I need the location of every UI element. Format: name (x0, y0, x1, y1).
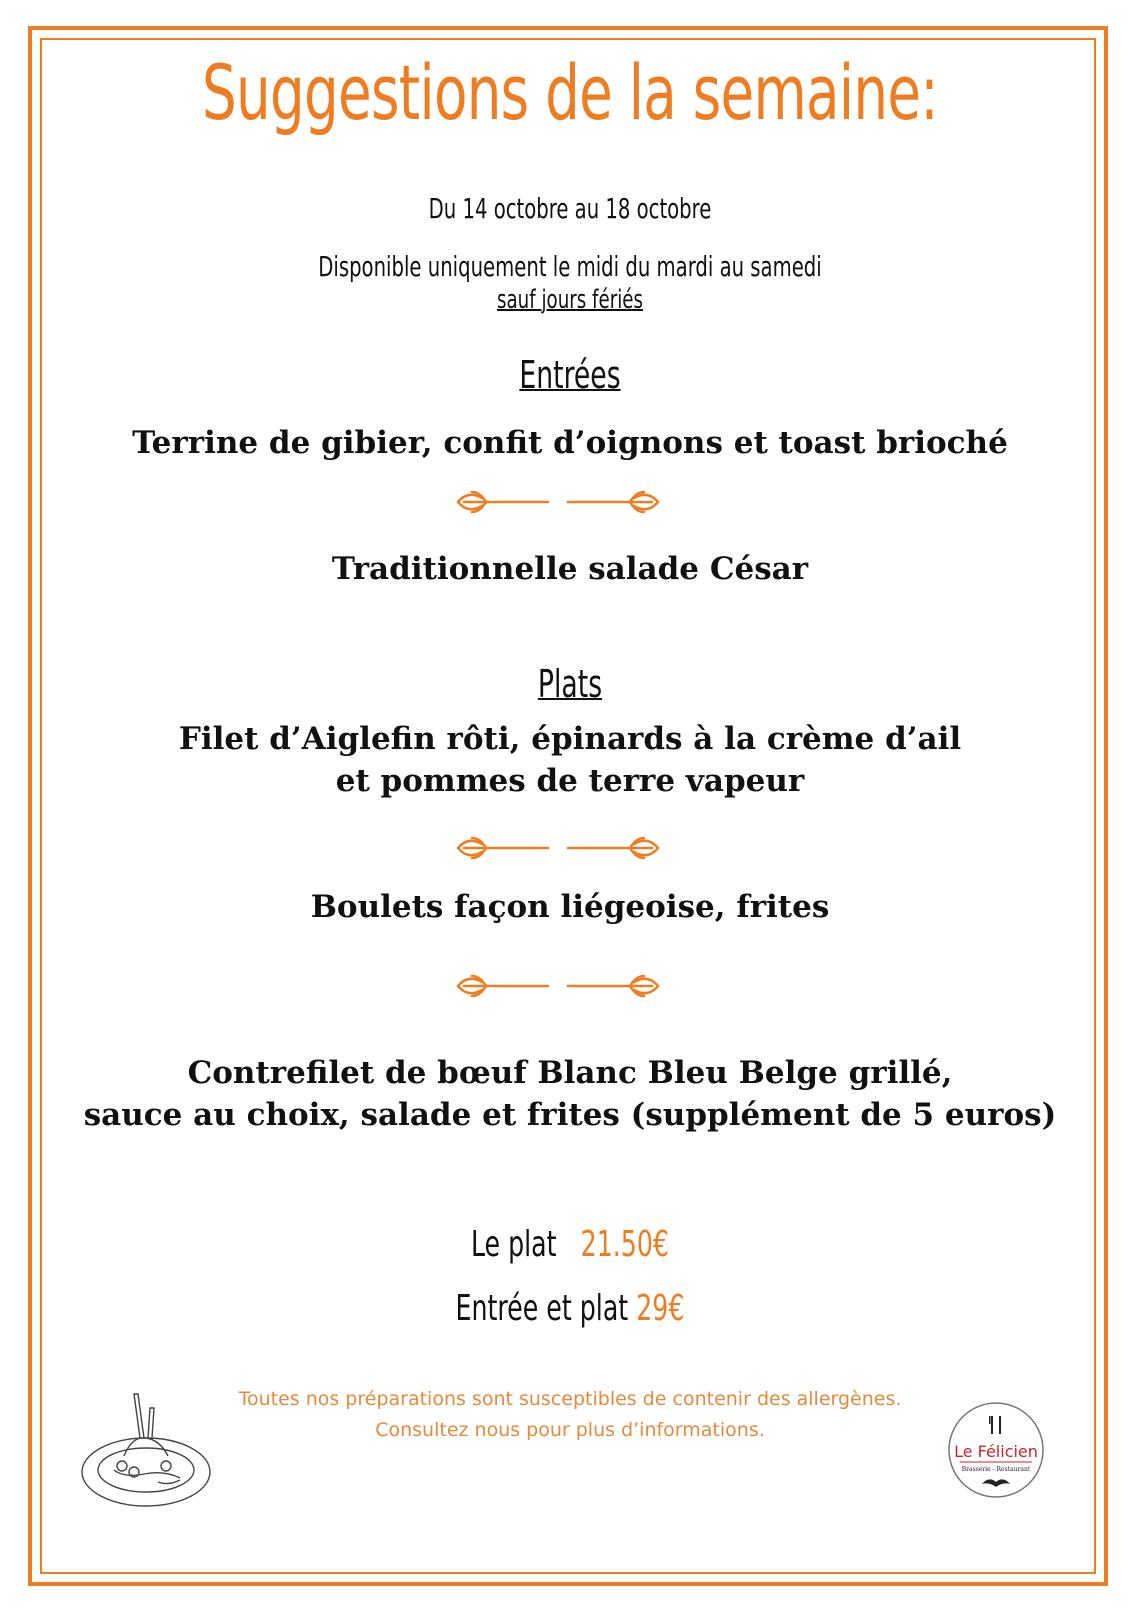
plate-illustration-icon (74, 1386, 214, 1512)
leaf-divider-icon (450, 968, 666, 1004)
leaf-divider-icon (450, 830, 666, 866)
section-title-entrees: Entrées (519, 353, 621, 397)
dish-item: Contrefilet de bœuf Blanc Bleu Belge grillé, sauce au choix, salade et frites (supplément de 5 euros) (83, 1055, 1057, 1133)
price-label: Entrée et plat (455, 1288, 629, 1329)
price-label: Le plat (470, 1224, 557, 1265)
allergen-notice: Toutes nos préparations sont susceptibles de contenir des allergènes. Consultez nous pour plus d’informations. (238, 1388, 902, 1441)
section-title-plats: Plats (537, 662, 603, 706)
logo-name: Le Félicien (954, 1442, 1038, 1461)
dish-item: Traditionnelle salade César (331, 551, 809, 587)
logo-subtitle: Brasserie - Restaurant (961, 1466, 1031, 1473)
price-amount: 21.50€ (580, 1224, 670, 1265)
restaurant-logo (946, 1400, 1046, 1500)
date-range: Du 14 octobre au 18 octobre (428, 192, 712, 225)
price-starter-and-dish (0, 1288, 1140, 1329)
leaf-divider-icon (450, 484, 666, 520)
availability-note: Disponible uniquement le midi du mardi au samedi (318, 250, 822, 283)
dish-item: Filet d’Aiglefin rôti, épinards à la crème d’ail et pommes de terre vapeur (178, 721, 962, 799)
price-amount: 29€ (636, 1288, 685, 1329)
price-single-dish (0, 1224, 1140, 1265)
holiday-exception: sauf jours fériés (496, 285, 644, 315)
dish-item: Boulets façon liégeoise, frites (310, 889, 830, 925)
menu-title: Suggestions de la semaine: (202, 48, 938, 137)
dish-item: Terrine de gibier, confit d’oignons et toast brioché (132, 425, 1008, 461)
